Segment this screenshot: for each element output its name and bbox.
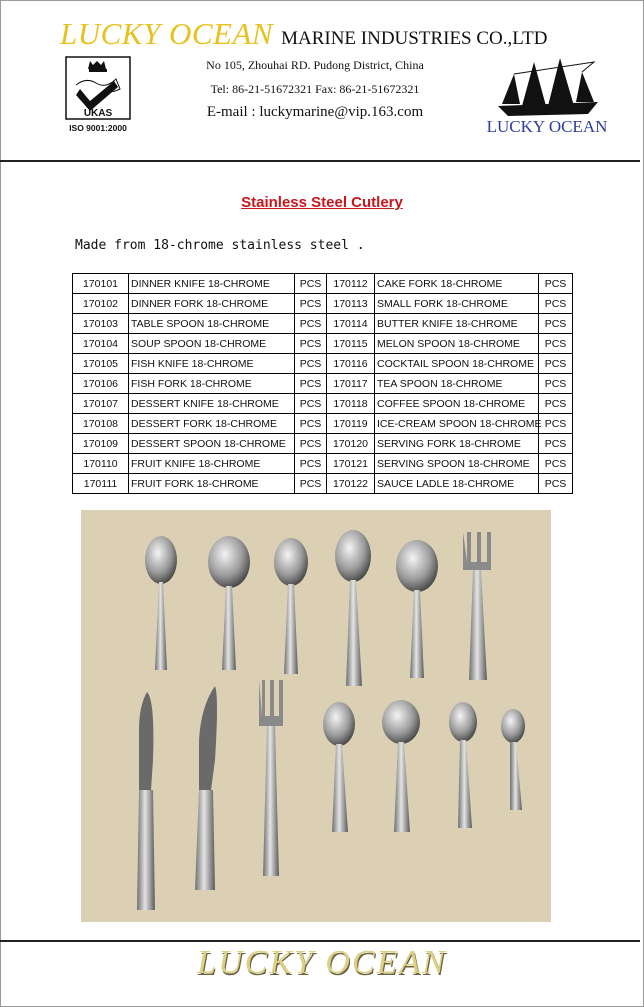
product-code: 170108: [73, 414, 129, 434]
product-unit: PCS: [295, 374, 327, 394]
product-name: TEA SPOON 18-CHROME: [375, 374, 539, 394]
product-name: ICE-CREAM SPOON 18-CHROME: [375, 414, 539, 434]
table-row: [73, 334, 573, 354]
product-unit: PCS: [295, 434, 327, 454]
product-name: FRUIT KNIFE 18-CHROME: [129, 454, 295, 474]
product-name: COFFEE SPOON 18-CHROME: [375, 394, 539, 414]
product-code: 170112: [327, 274, 375, 294]
header-divider: [0, 160, 640, 162]
product-unit: PCS: [539, 334, 573, 354]
product-name: DESSERT KNIFE 18-CHROME: [129, 394, 295, 414]
product-name: BUTTER KNIFE 18-CHROME: [375, 314, 539, 334]
company-name-rest: MARINE INDUSTRIES CO.,LTD: [281, 28, 548, 49]
ukas-logo: [64, 55, 132, 135]
table-row: [73, 454, 573, 474]
product-unit: PCS: [295, 274, 327, 294]
product-code: 170122: [327, 474, 375, 494]
product-code: 170101: [73, 274, 129, 294]
product-unit: PCS: [295, 454, 327, 474]
table-row: [73, 314, 573, 334]
product-code: 170107: [73, 394, 129, 414]
product-unit: PCS: [539, 394, 573, 414]
product-unit: PCS: [295, 314, 327, 334]
product-name: FRUIT FORK 18-CHROME: [129, 474, 295, 494]
product-code: 170117: [327, 374, 375, 394]
svg-text:LUCKY OCEAN: LUCKY OCEAN: [486, 117, 608, 136]
product-code: 170109: [73, 434, 129, 454]
footer-divider: [0, 940, 640, 942]
table-row: [73, 294, 573, 314]
product-name: SERVING SPOON 18-CHROME: [375, 454, 539, 474]
table-row: [73, 394, 573, 414]
product-name: DINNER KNIFE 18-CHROME: [129, 274, 295, 294]
product-code: 170106: [73, 374, 129, 394]
product-unit: PCS: [539, 454, 573, 474]
product-code: 170104: [73, 334, 129, 354]
cutlery-photo: [81, 510, 551, 922]
company-name: [60, 16, 547, 52]
product-code: 170111: [73, 474, 129, 494]
table-row: [73, 354, 573, 374]
company-phone-fax: Tel: 86-21-51672321 Fax: 86-21-51672321: [210, 82, 420, 96]
knife-1: [137, 692, 155, 910]
table-row: [73, 374, 573, 394]
product-name: TABLE SPOON 18-CHROME: [129, 314, 295, 334]
ship-logo: [486, 56, 608, 138]
svg-text:UKAS: UKAS: [83, 108, 113, 119]
product-code: 170119: [327, 414, 375, 434]
svg-text:ISO 9001:2000: ISO 9001:2000: [69, 123, 127, 133]
product-code: 170118: [327, 394, 375, 414]
table-row: [73, 474, 573, 494]
product-code: 170116: [327, 354, 375, 374]
product-name: COCKTAIL SPOON 18-CHROME: [375, 354, 539, 374]
product-table: [72, 273, 573, 494]
product-code: 170105: [73, 354, 129, 374]
product-unit: PCS: [295, 354, 327, 374]
product-unit: PCS: [539, 434, 573, 454]
product-name: SAUCE LADLE 18-CHROME: [375, 474, 539, 494]
product-unit: PCS: [539, 274, 573, 294]
product-name: FISH KNIFE 18-CHROME: [129, 354, 295, 374]
product-name: MELON SPOON 18-CHROME: [375, 334, 539, 354]
product-unit: PCS: [295, 394, 327, 414]
product-code: 170121: [327, 454, 375, 474]
product-unit: PCS: [295, 414, 327, 434]
product-name: DESSERT SPOON 18-CHROME: [129, 434, 295, 454]
company-address: No 105, Zhouhai RD. Pudong District, China: [206, 58, 424, 72]
product-code: 170120: [327, 434, 375, 454]
table-row: [73, 274, 573, 294]
product-name: CAKE FORK 18-CHROME: [375, 274, 539, 294]
product-name: FISH FORK 18-CHROME: [129, 374, 295, 394]
page-title: Stainless Steel Cutlery: [241, 194, 403, 211]
product-name: DESSERT FORK 18-CHROME: [129, 414, 295, 434]
product-name: SMALL FORK 18-CHROME: [375, 294, 539, 314]
product-unit: PCS: [295, 474, 327, 494]
product-name: SERVING FORK 18-CHROME: [375, 434, 539, 454]
product-unit: PCS: [539, 474, 573, 494]
product-unit: PCS: [539, 414, 573, 434]
product-unit: PCS: [539, 294, 573, 314]
product-unit: PCS: [295, 294, 327, 314]
company-email: E-mail : luckymarine@vip.163.com: [206, 104, 424, 120]
product-name: SOUP SPOON 18-CHROME: [129, 334, 295, 354]
product-unit: PCS: [295, 334, 327, 354]
product-unit: PCS: [539, 374, 573, 394]
product-unit: PCS: [539, 314, 573, 334]
footer-brand: LUCKY OCEAN: [197, 944, 447, 981]
brand-name: LUCKY OCEAN: [60, 16, 274, 51]
table-row: [73, 434, 573, 454]
product-name: DINNER FORK 18-CHROME: [129, 294, 295, 314]
product-code: 170102: [73, 294, 129, 314]
product-code: 170114: [327, 314, 375, 334]
product-code: 170103: [73, 314, 129, 334]
product-unit: PCS: [539, 354, 573, 374]
product-code: 170113: [327, 294, 375, 314]
table-row: [73, 414, 573, 434]
product-code: 170115: [327, 334, 375, 354]
product-description: Made from 18-chrome stainless steel .: [75, 238, 365, 253]
product-code: 170110: [73, 454, 129, 474]
